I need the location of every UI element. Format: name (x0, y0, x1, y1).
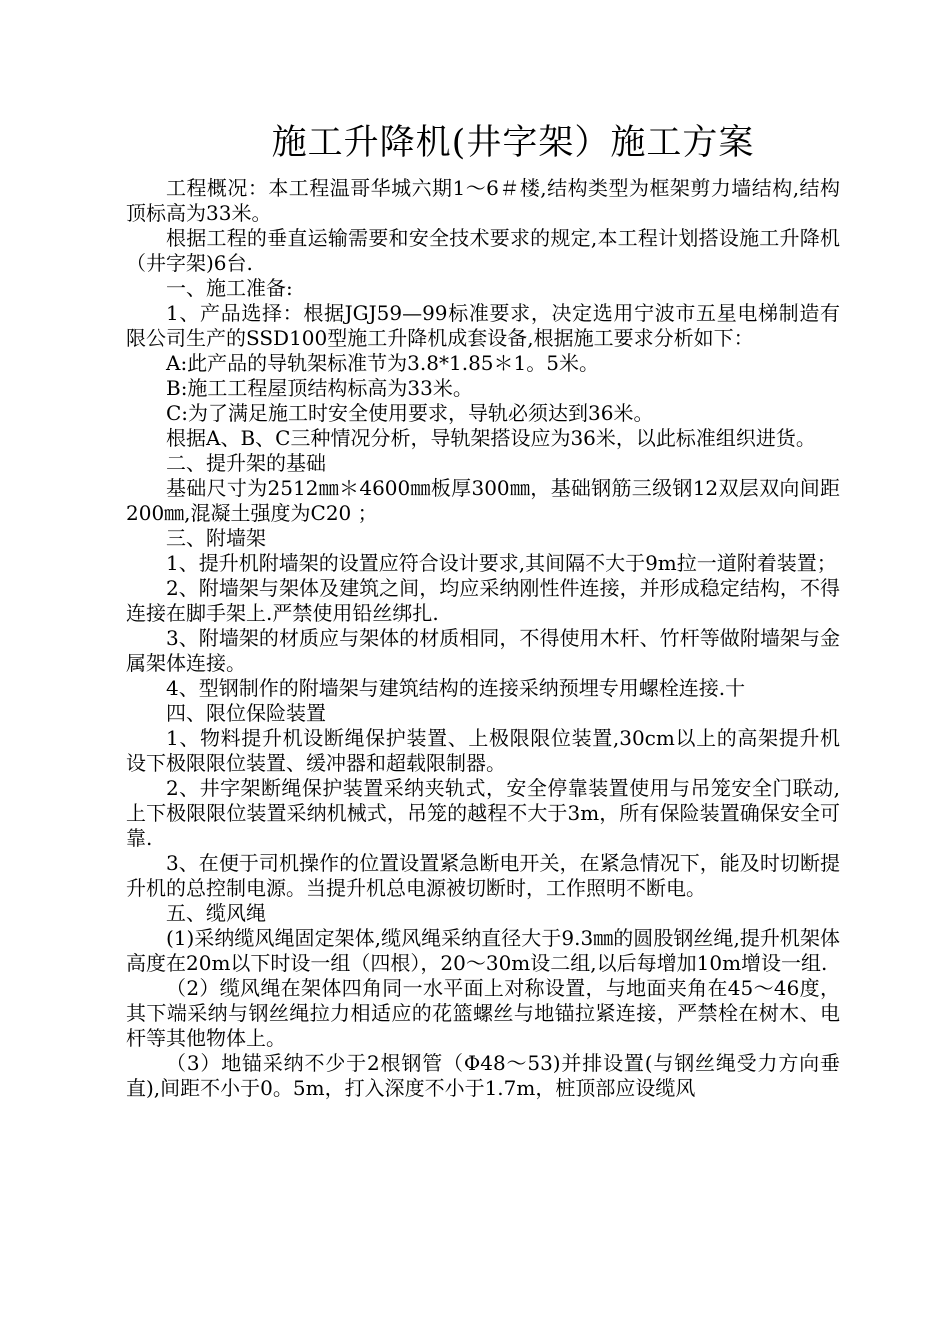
section-heading-foundation: 二、提升架的基础 (166, 451, 326, 475)
document-title: 施工升降机(井字架）施工方案 (271, 123, 755, 163)
paragraph-wall-bracket-1: 1、提升机附墙架的设置应符合设计要求,其间隔不大于9m拉一道附着装置； (166, 551, 837, 575)
paragraph-analysis: 根据A、B、C三种情况分析，导轨架搭设应为36米，以此标准组织进货。 (166, 426, 816, 450)
paragraph-limit-2: 2、井字架断绳保护装置采纳夹轨式，安全停靠装置使用与吊笼安全门联动,上下极限限位装置采纳机械式，吊笼的越程不大于3m，所有保险装置确保安全可靠. (126, 776, 840, 850)
paragraph-limit-1: 1、物料提升机设断绳保护装置、上极限限位装置,30cm以上的高架提升机设下极限限位装置、缓冲器和超载限制器。 (126, 726, 840, 775)
paragraph-foundation: 基础尺寸为2512㎜＊4600㎜板厚300㎜，基础钢筋三级钢12双层双向间距200㎜,混凝土强度为C20 ； (126, 476, 840, 525)
paragraph-wall-bracket-4: 4、型钢制作的附墙架与建筑结构的连接采纳预埋专用螺栓连接.十 (166, 676, 746, 700)
section-heading-preparation: 一、施工准备: (166, 276, 293, 300)
paragraph-guy-rope-3: （3）地锚采纳不少于2根钢管（Φ48～53)并排设置(与钢丝绳受力方向垂直),间距不小于0。5m，打入深度不小于1.7m，桩顶部应设缆风 (126, 1051, 840, 1100)
paragraph-wall-bracket-3: 3、附墙架的材质应与架体的材质相同，不得使用木杆、竹杆等做附墙架与金属架体连接。 (126, 626, 840, 675)
document-body (126, 176, 840, 1101)
paragraph-plan: 根据工程的垂直运输需要和安全技术要求的规定,本工程计划搭设施工升降机（井字架)6台. (126, 226, 840, 275)
section-heading-wall-bracket: 三、附墙架 (166, 526, 266, 550)
paragraph-wall-bracket-2: 2、附墙架与架体及建筑之间，均应采纳刚性件连接，并形成稳定结构，不得连接在脚手架上.严禁使用铅丝绑扎. (126, 576, 840, 625)
paragraph-item-c: C:为了满足施工时安全使用要求，导轨必须达到36米。 (166, 401, 654, 425)
paragraph-item-b: B:施工工程屋顶结构标高为33米。 (166, 376, 473, 400)
paragraph-limit-3: 3、在便于司机操作的位置设置紧急断电开关，在紧急情况下，能及时切断提升机的总控制电源。当提升机总电源被切断时，工作照明不断电。 (126, 851, 840, 900)
paragraph-guy-rope-1: (1)采纳缆风绳固定架体,缆风绳采纳直径大于9.3㎜的圆股钢丝绳,提升机架体高度在20m以下时设一组（四根），20～30m设二组,以后每增加10m增设一组. (126, 926, 840, 975)
paragraph-guy-rope-2: （2）缆风绳在架体四角同一水平面上对称设置，与地面夹角在45～46度，其下端采纳与钢丝绳拉力相适应的花篮螺丝与地锚拉紧连接，严禁栓在树木、电杆等其他物体上。 (126, 976, 840, 1050)
paragraph-item-a: A:此产品的导轨架标准节为3.8*1.85＊1。5米。 (166, 351, 599, 375)
paragraph-product-selection: 1、产品选择：根据JGJ59—99标准要求，决定选用宁波市五星电梯制造有限公司生产的SSD100型施工升降机成套设备,根据施工要求分析如下： (126, 301, 840, 350)
section-heading-limit-devices: 四、限位保险装置 (166, 701, 326, 725)
section-heading-guy-rope: 五、缆风绳 (166, 901, 266, 925)
paragraph-overview: 工程概况：本工程温哥华城六期1～6＃楼,结构类型为框架剪力墙结构,结构顶标高为33米。 (126, 176, 840, 225)
